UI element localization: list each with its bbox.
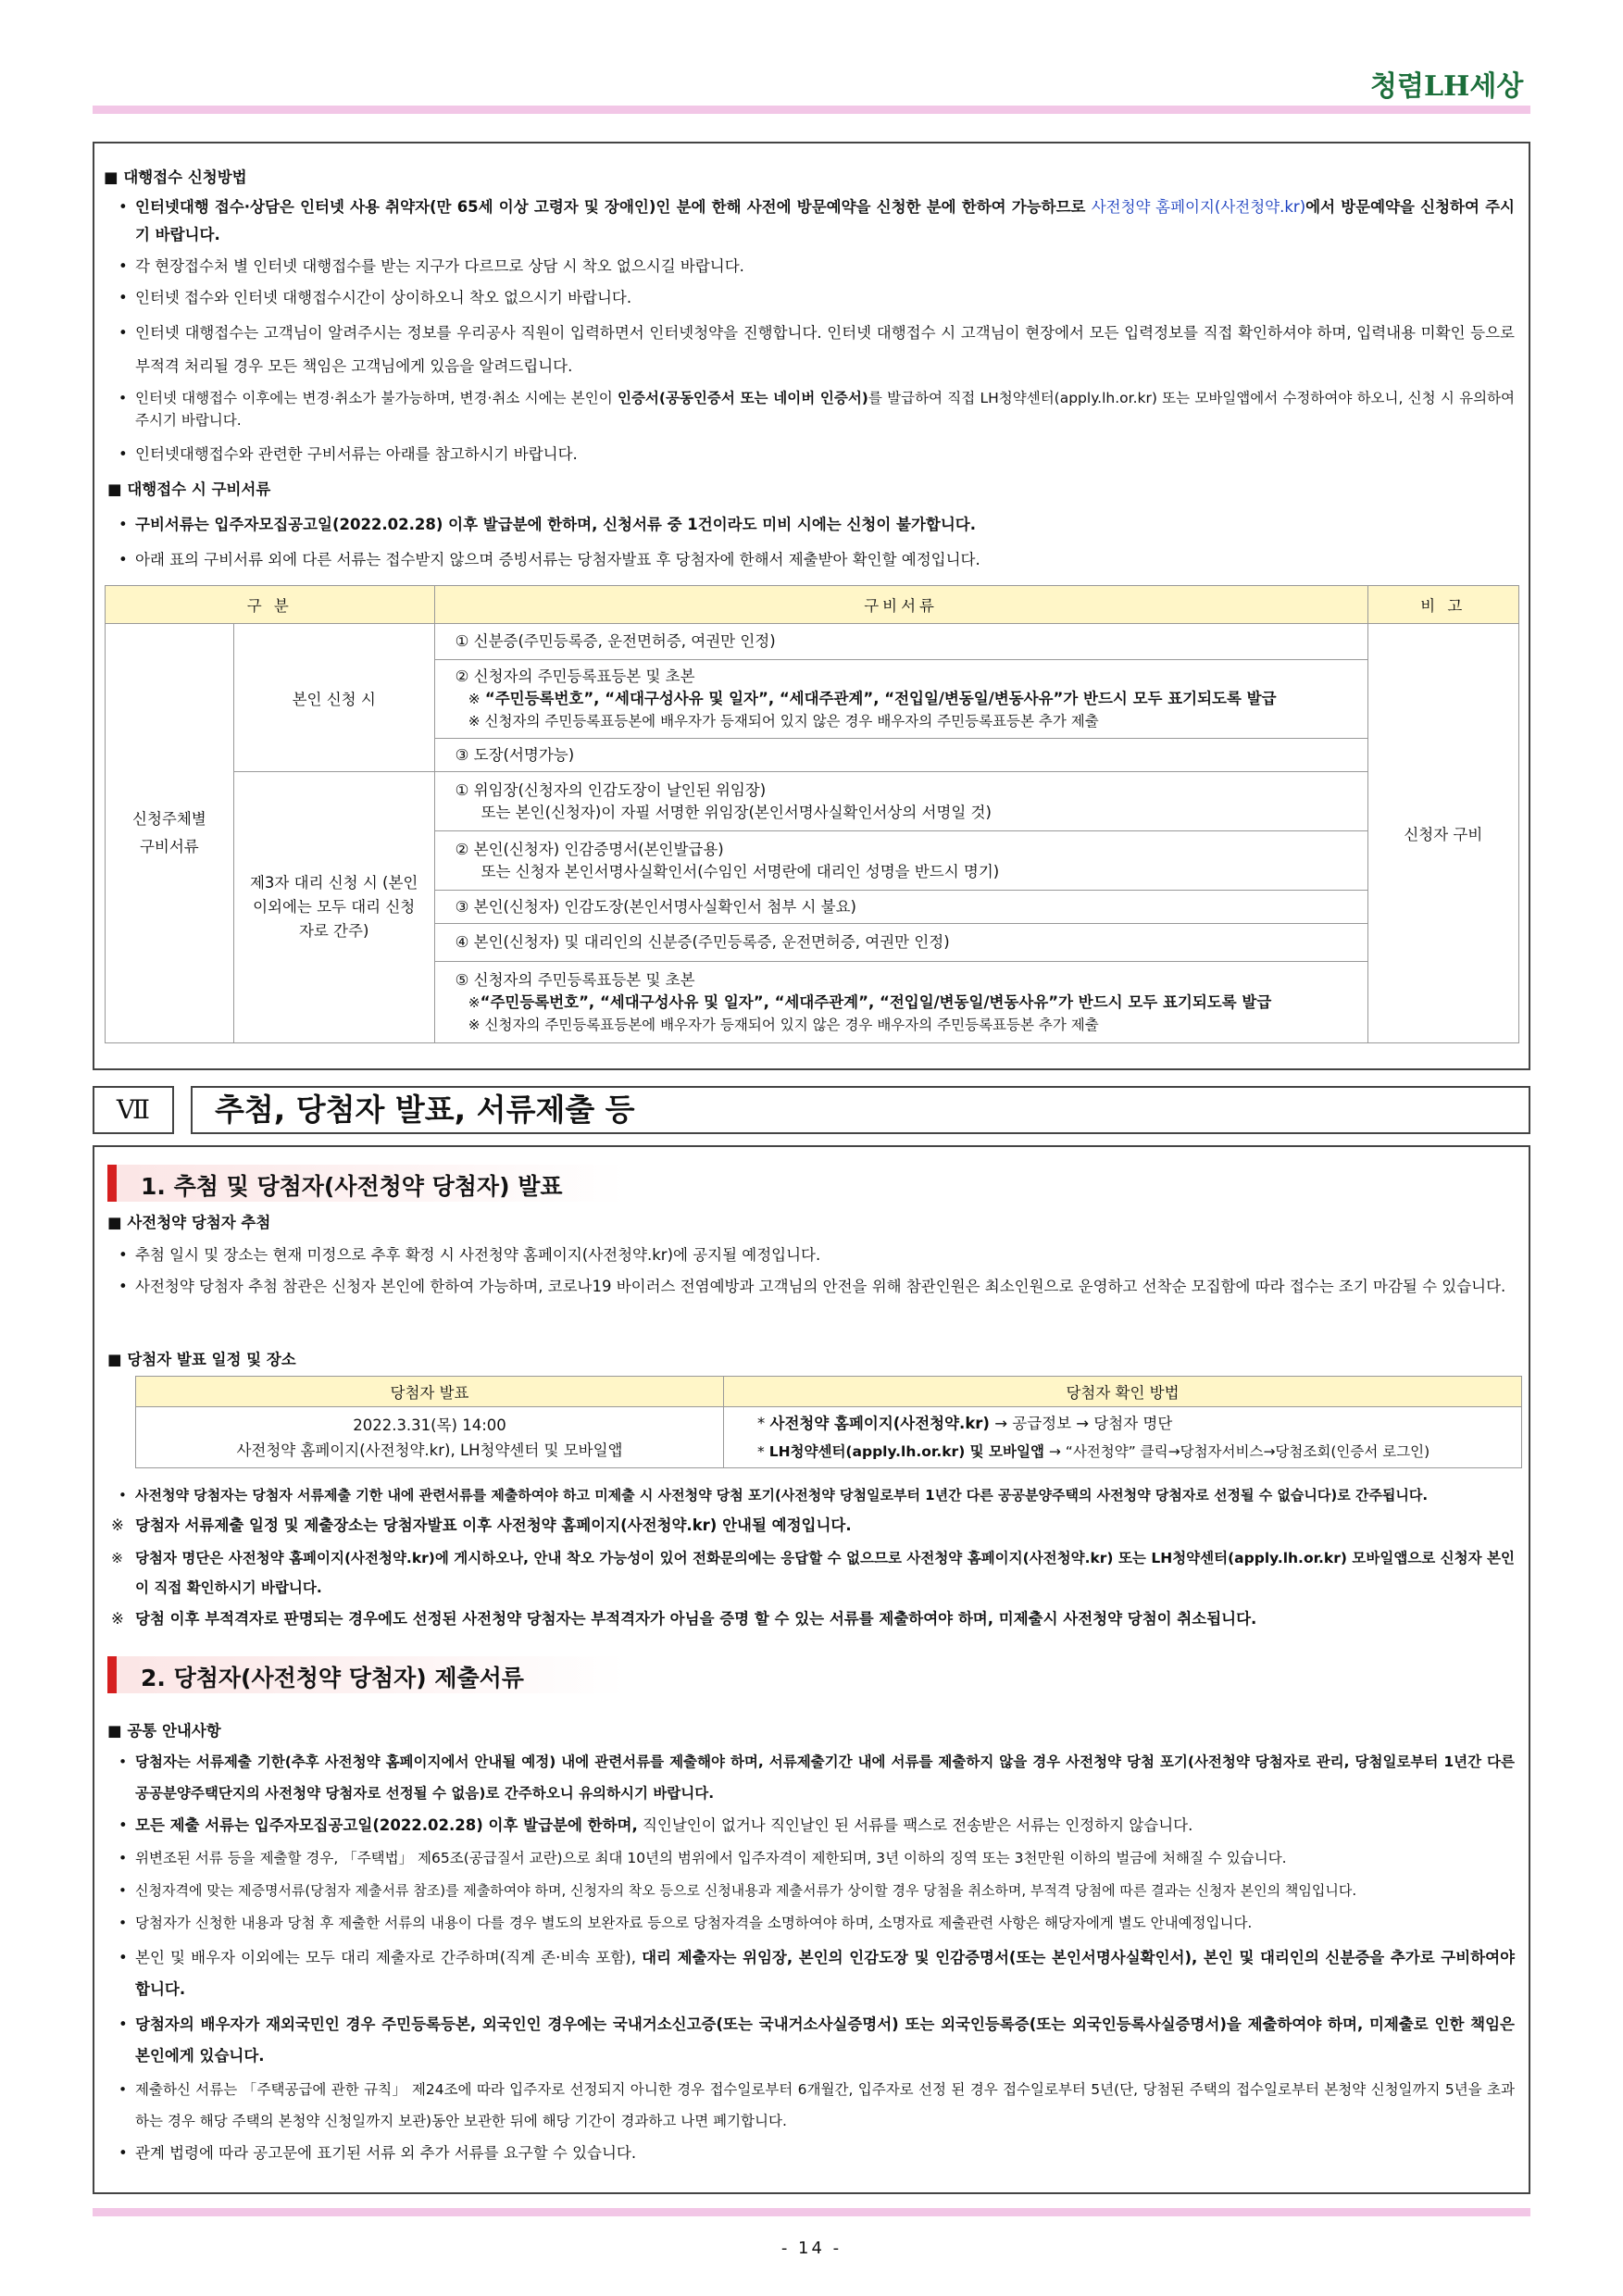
proxy-bullet-5: • 인터넷 대행접수 이후에는 변경·취소가 불가능하며, 변경·취소 시에는 본인이 인증서(공동인증서 또는 네이버 인증서)를 발급하여 직접 LH청약센터(apply.lh.or.kr) 또는 모바일앱에서 수정하여야 하오니, 신청 시 유의하여 주시기 바랍니다. [119,390,1515,429]
docs-title: ■ 대행접수 시 구비서류 [107,480,271,498]
cell-group: 신청주체별 구비서류 [106,624,234,1043]
proxy-bullet-4: • 인터넷 대행접수는 고객님이 알려주시는 정보를 우리공사 직원이 입력하면서 인터넷청약을 진행합니다. 인터넷 대행접수 시 고객님이 현장에서 모든 입력정보를 직접 확인하셔야 하며, 입력내용 미확인 등으로 부적격 처리될 경우 모든 책임은 고객님에게 있음을 알려드립니다. [119,324,1515,375]
proxy-bullet-6: • 인터넷대행접수와 관련한 구비서류는 아래를 참고하시기 바랍니다. [119,445,578,463]
red-marker [107,1165,117,1202]
red-marker [107,1656,117,1693]
cell-self: 본인 신청 시 [233,624,434,772]
draw-bullet-1: • 추첨 일시 및 장소는 현재 미정으로 추후 확정 시 사전청약 홈페이지(사전청약.kr)에 공지될 예정입니다. [119,1246,821,1264]
header-logo [1370,59,1546,102]
footer-bar [93,2208,1530,2216]
common-title: ■ 공통 안내사항 [107,1722,221,1740]
result-note-1: • 사전청약 당첨자는 당첨자 서류제출 기한 내에 관련서류를 제출하여야 하고 미제출 시 사전청약 당첨 포기(사전청약 당첨일로부터 1년간 다른 공공분양주택의 사전청약 당첨자로 선정될 수 없습니다)로 간주됩니다. [119,1487,1429,1504]
section-1-header: 1. 추첨 및 당첨자(사전청약 당첨자) 발표 [107,1165,626,1202]
common-bullet-6: • 본인 및 배우자 이외에는 모두 대리 제출자로 간주하며(직계 존·비속 포함), 대리 제출자는 위임장, 본인의 인감도장 및 인감증명서(또는 본인서명사실확인서), 본인 및 대리인의 신분증을 추가로 구비하여야 합니다. [119,1949,1516,1998]
common-bullet-4: • 신청자격에 맞는 제증명서류(당첨자 제출서류 참조)를 제출하여야 하며, 신청자의 착오 등으로 신청내용과 제출서류가 상이할 경우 당첨을 취소하며, 부적격 당첨에 따른 결과는 신청자 본인의 책임입니다. [119,1882,1357,1899]
page-number: - 14 - [780,2239,843,2258]
result-note-4: ※ 당첨 이후 부적격자로 판명되는 경우에도 선정된 사전청약 당첨자는 부적격자가 아님을 증명 할 수 있는 서류를 제출하여야 하며, 미제출시 사전청약 당첨이 취소됩니다. [111,1610,1257,1628]
common-bullet-2: • 모든 제출 서류는 입주자모집공고일(2022.02.28) 이후 발급분에 한하며, 직인날인이 없거나 직인날인 된 서류를 팩스로 전송받은 서류는 인정하지 않습니다. [119,1816,1193,1834]
result-note-2: ※ 당첨자 서류제출 일정 및 제출장소는 당첨자발표 이후 사전청약 홈페이지(사전청약.kr) 안내될 예정입니다. [111,1516,852,1534]
th-announcement: 당첨자 발표 [136,1377,724,1407]
cell-applicant-note: 신청자 구비 [1367,624,1518,1043]
proxy-bullet-3: • 인터넷 접수와 인터넷 대행접수시간이 상이하오니 착오 없으시기 바랍니다. [119,289,632,306]
common-bullet-9: • 관계 법령에 따라 공고문에 표기된 서류 외 추가 서류를 요구할 수 있습니다. [119,2144,637,2162]
cell-announcement: 2022.3.31(목) 14:00 사전청약 홈페이지(사전청약.kr), LH청약센터 및 모바일앱 [136,1407,724,1468]
row-proxy-ids: ④ 본인(신청자) 및 대리인의 신분증(주민등록증, 운전면허증, 여권만 인정) [434,924,1367,962]
common-bullet-1: • 당첨자는 서류제출 기한(추후 사전청약 홈페이지에서 안내될 예정) 내에 관련서류를 제출해야 하며, 서류제출기간 내에 서류를 제출하지 않을 경우 사전청약 당첨 포기(사전청약 당첨자로 관리, 당첨일로부터 1년간 다른 공공분양주택단지의 사전청약 당첨자로 선정될 수 없음)로 간주하오니 유의하시기 바랍니다. [119,1753,1515,1802]
common-bullet-3: • 위변조된 서류 등을 제출할 경우, 「주택법」 제65조(공급질서 교란)으로 최대 10년의 범위에서 입주자격이 제한되며, 3년 이하의 징역 또는 3천만원 이하의 벌금에 처해질 수 있습니다. [119,1850,1287,1866]
cell-proxy: 제3자 대리 신청 시 (본인 이외에는 모두 대리 신청자로 간주) [233,772,434,1043]
th-documents: 구비서류 [434,586,1367,624]
row-proxy-seal-cert: ② 본인(신청자) 인감증명서(본인발급용) 또는 신청자 본인서명사실확인서(수임인 서명란에 대리인 성명을 반드시 명기) [434,831,1367,891]
row-self-seal: ③ 도장(서명가능) [434,739,1367,772]
common-bullet-8: • 제출하신 서류는 「주택공급에 관한 규칙」 제24조에 따라 입주자로 선정되지 아니한 경우 접수일로부터 6개월간, 입주자로 선정 된 경우 접수일로부터 5년(단, 당첨된 주택의 접수일로부터 본청약 신청일까지 5년을 초과하는 경우 해당 주택의 본청약 신청일까지 보관)동안 보관한 뒤에 해당 기간이 경과하고 나면 폐기합니다. [119,2081,1515,2129]
draw-bullet-2: • 사전청약 당첨자 추첨 참관은 신청자 본인에 한하여 가능하며, 코로나19 바이러스 전염예방과 고객님의 안전을 위해 참관인원은 최소인원으로 운영하고 선착순 모집함에 따라 접수는 조기 마감될 수 있습니다. [119,1278,1506,1295]
docs-bullet-2: • 아래 표의 구비서류 외에 다른 서류는 접수받지 않으며 증빙서류는 당첨자발표 후 당첨자에 한해서 제출받아 확인할 예정입니다. [119,551,980,568]
schedule-title: ■ 당첨자 발표 일정 및 장소 [107,1351,296,1368]
row-proxy-resident: ⑤ 신청자의 주민등록표등본 및 초본 ※“주민등록번호”, “세대구성사유 및 일자”, “세대주관계”, “전입일/변동일/변동사유”가 반드시 모두 표기되도록 발급 ※ 신청자의 주민등록표등본에 배우자가 등재되어 있지 않은 경우 배우자의 주민등록표등본 추가 제출 [434,962,1367,1043]
header-bar [93,106,1530,114]
cell-check-method: * 사전청약 홈페이지(사전청약.kr) → 공급정보 → 당첨자 명단 * LH청약센터(apply.lh.or.kr) 및 모바일앱 → “사전청약” 클릭→당첨자서비스→당첨조회(인증서 로그인) [724,1407,1522,1468]
logo-text: 청렴LH세상 [1370,70,1524,103]
draw-title: ■ 사전청약 당첨자 추첨 [107,1214,271,1231]
result-note-3: ※ 당첨자 명단은 사전청약 홈페이지(사전청약.kr)에 게시하오나, 안내 착오 가능성이 있어 전화문의에는 응답할 수 없으므로 사전청약 홈페이지(사전청약.kr) 또는 LH청약센터(apply.lh.or.kr) 모바일앱으로 신청자 본인이 직접 확인하시기 바랍니다. [111,1550,1515,1596]
required-docs-table [105,585,1519,1043]
docs-bullet-1: • 구비서류는 입주자모집공고일(2022.02.28) 이후 발급분에 한하며, 신청서류 중 1건이라도 미비 시에는 신청이 불가합니다. [119,516,976,533]
row-proxy-seal: ③ 본인(신청자) 인감도장(본인서명사실확인서 첨부 시 불요) [434,891,1367,924]
proxy-bullet-2: • 각 현장접수처 별 인터넷 대행접수를 받는 지구가 다르므로 상담 시 착오 없으시길 바랍니다. [119,257,744,275]
row-proxy-warrant: ① 위임장(신청자의 인감도장이 날인된 위임장) 또는 본인(신청자)이 자필 서명한 위임장(본인서명사실확인서상의 서명일 것) [434,772,1367,831]
announcement-table [135,1376,1522,1468]
common-bullet-5: • 당첨자가 신청한 내용과 당첨 후 제출한 서류의 내용이 다를 경우 별도의 보완자료 등으로 당첨자격을 소명하여야 하며, 소명자료 제출관련 사항은 해당자에게 별도 안내예정입니다. [119,1915,1253,1931]
th-check-method: 당첨자 확인 방법 [724,1377,1522,1407]
proxy-method-title: ■ 대행접수 신청방법 [104,168,247,186]
row-self-id: ① 신분증(주민등록증, 운전면허증, 여권만 인정) [434,624,1367,660]
pre-subscription-link[interactable]: 사전청약 홈페이지(사전청약.kr) [1091,198,1306,216]
chapter-number: Ⅶ [93,1086,174,1134]
row-self-resident: ② 신청자의 주민등록표등본 및 초본 ※ “주민등록번호”, “세대구성사유 및 일자”, “세대주관계”, “전입일/변동일/변동사유”가 반드시 모두 표기되도록 발급 ※ 신청자의 주민등록표등본에 배우자가 등재되어 있지 않은 경우 배우자의 주민등록표등본 추가 제출 [434,660,1367,739]
section-2-header: 2. 당첨자(사전청약 당첨자) 제출서류 [107,1656,626,1693]
th-division: 구 분 [106,586,435,624]
chapter-title: 추첨, 당첨자 발표, 서류제출 등 [191,1086,1530,1134]
proxy-bullet-1: • 인터넷대행 접수·상담은 인터넷 사용 취약자(만 65세 이상 고령자 및 장애인)인 분에 한해 사전에 방문예약을 신청한 분에 한하여 가능하므로 사전청약 홈페이지(사전청약.kr)에서 방문예약을 신청하여 주시기 바랍니다. [119,198,1515,243]
common-bullet-7: • 당첨자의 배우자가 재외국민인 경우 주민등록등본, 외국인인 경우에는 국내거소신고증(또는 국내거소사실증명서) 또는 외국인등록증(또는 외국인등록사실증명서)을 제출하여야 하며, 미제출로 인한 책임은 본인에게 있습니다. [119,2015,1515,2065]
th-note: 비 고 [1367,586,1518,624]
